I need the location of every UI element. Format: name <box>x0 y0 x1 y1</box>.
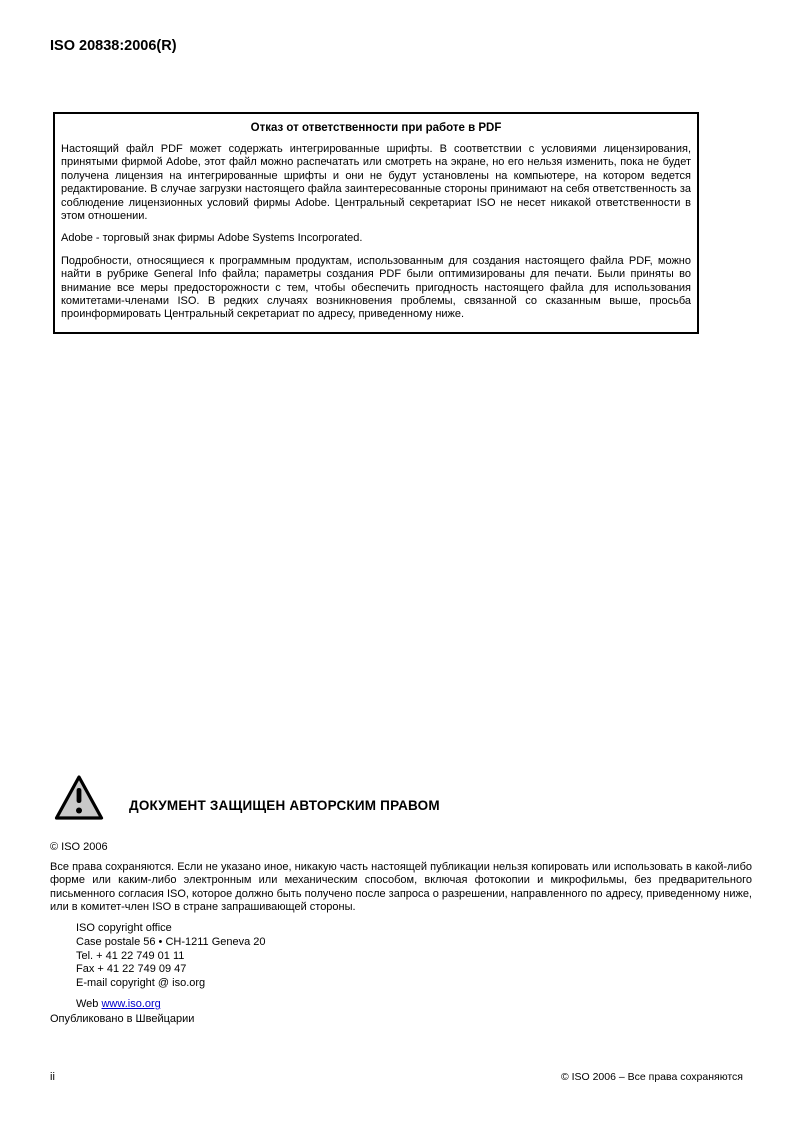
copyright-protected-heading: ДОКУМЕНТ ЗАЩИЩЕН АВТОРСКИМ ПРАВОМ <box>129 797 440 813</box>
pdf-disclaimer-box <box>53 112 699 334</box>
footer-page-number: ii <box>50 1071 55 1083</box>
web-label: Web <box>76 998 99 1010</box>
copyright-body-paragraph: Все права сохраняются. Если не указано иное, никакую часть настоящей публикации нельзя копировать или использовать в какой-либо форме или каким-либо электронным или механическим способом, включая фотокопии и микрофильмы, без предварительного письменного согласия ISO, которое должно быть получено после запроса о разрешении, направленного по адресу, приведенному ниже, или в комитет-член ISO в стране запрашивающей стороны. <box>50 861 752 913</box>
disclaimer-paragraph-3: Подробности, относящиеся к программным продуктам, использованным для создания настоящего файла PDF, можно найти в рубрике General Info файла; параметры создания PDF были оптимизированы для печати. Были приняты во внимание все меры предосторожности с тем, чтобы обеспечить пригодность настоящего файла для использования комитетами-членами ISO. В редких случаях возникновения проблемы, связанной со сказанным выше, просьба проинформировать Центральный секретариат по адресу, приведенному ниже. <box>61 254 691 321</box>
address-office-line: ISO copyright office <box>76 922 172 935</box>
disclaimer-paragraph-2: Adobe - торговый знак фирмы Adobe Systems Incorporated. <box>61 232 363 245</box>
warning-triangle-icon <box>54 774 104 822</box>
document-reference-header: ISO 20838:2006(R) <box>50 38 177 54</box>
address-email-line: E-mail copyright @ iso.org <box>76 977 206 990</box>
disclaimer-paragraph-1: Настоящий файл PDF может содержать интегрированные шрифты. В соответствии с условиями лицензирования, принятыми фирмой Adobe, этот файл можно распечатать или смотреть на экране, но его нельзя изменить, пока не будет получена лицензия на интегрированные шрифты и они не будут установлены на компьютере, на котором ведется редактирование. В случае загрузки настоящего файла заинтересованные стороны принимают на себя ответственность за соблюдение лицензионных условий фирмы Adobe. Центральный секретариат ISO не несет никакой ответственности в этом отношении. <box>61 143 691 223</box>
iso-address-block <box>76 922 752 1012</box>
address-web-line <box>76 998 752 1012</box>
copyright-year-line: © ISO 2006 <box>50 841 108 853</box>
address-postal-line: Case postale 56 • CH-1211 Geneva 20 <box>76 935 266 948</box>
address-tel-line: Tel. + 41 22 749 01 11 <box>76 949 185 962</box>
published-in-line: Опубликовано в Швейцарии <box>50 1012 195 1025</box>
iso-website-link[interactable]: www.iso.org <box>101 998 161 1010</box>
address-fax-line: Fax + 41 22 749 09 47 <box>76 963 187 976</box>
footer-copyright-text: © ISO 2006 – Все права сохраняются <box>560 1071 743 1083</box>
disclaimer-box-title: Отказ от ответственности при работе в PDF <box>250 122 502 134</box>
copyright-notice-block <box>50 841 752 1026</box>
copyright-heading-row <box>54 774 440 822</box>
